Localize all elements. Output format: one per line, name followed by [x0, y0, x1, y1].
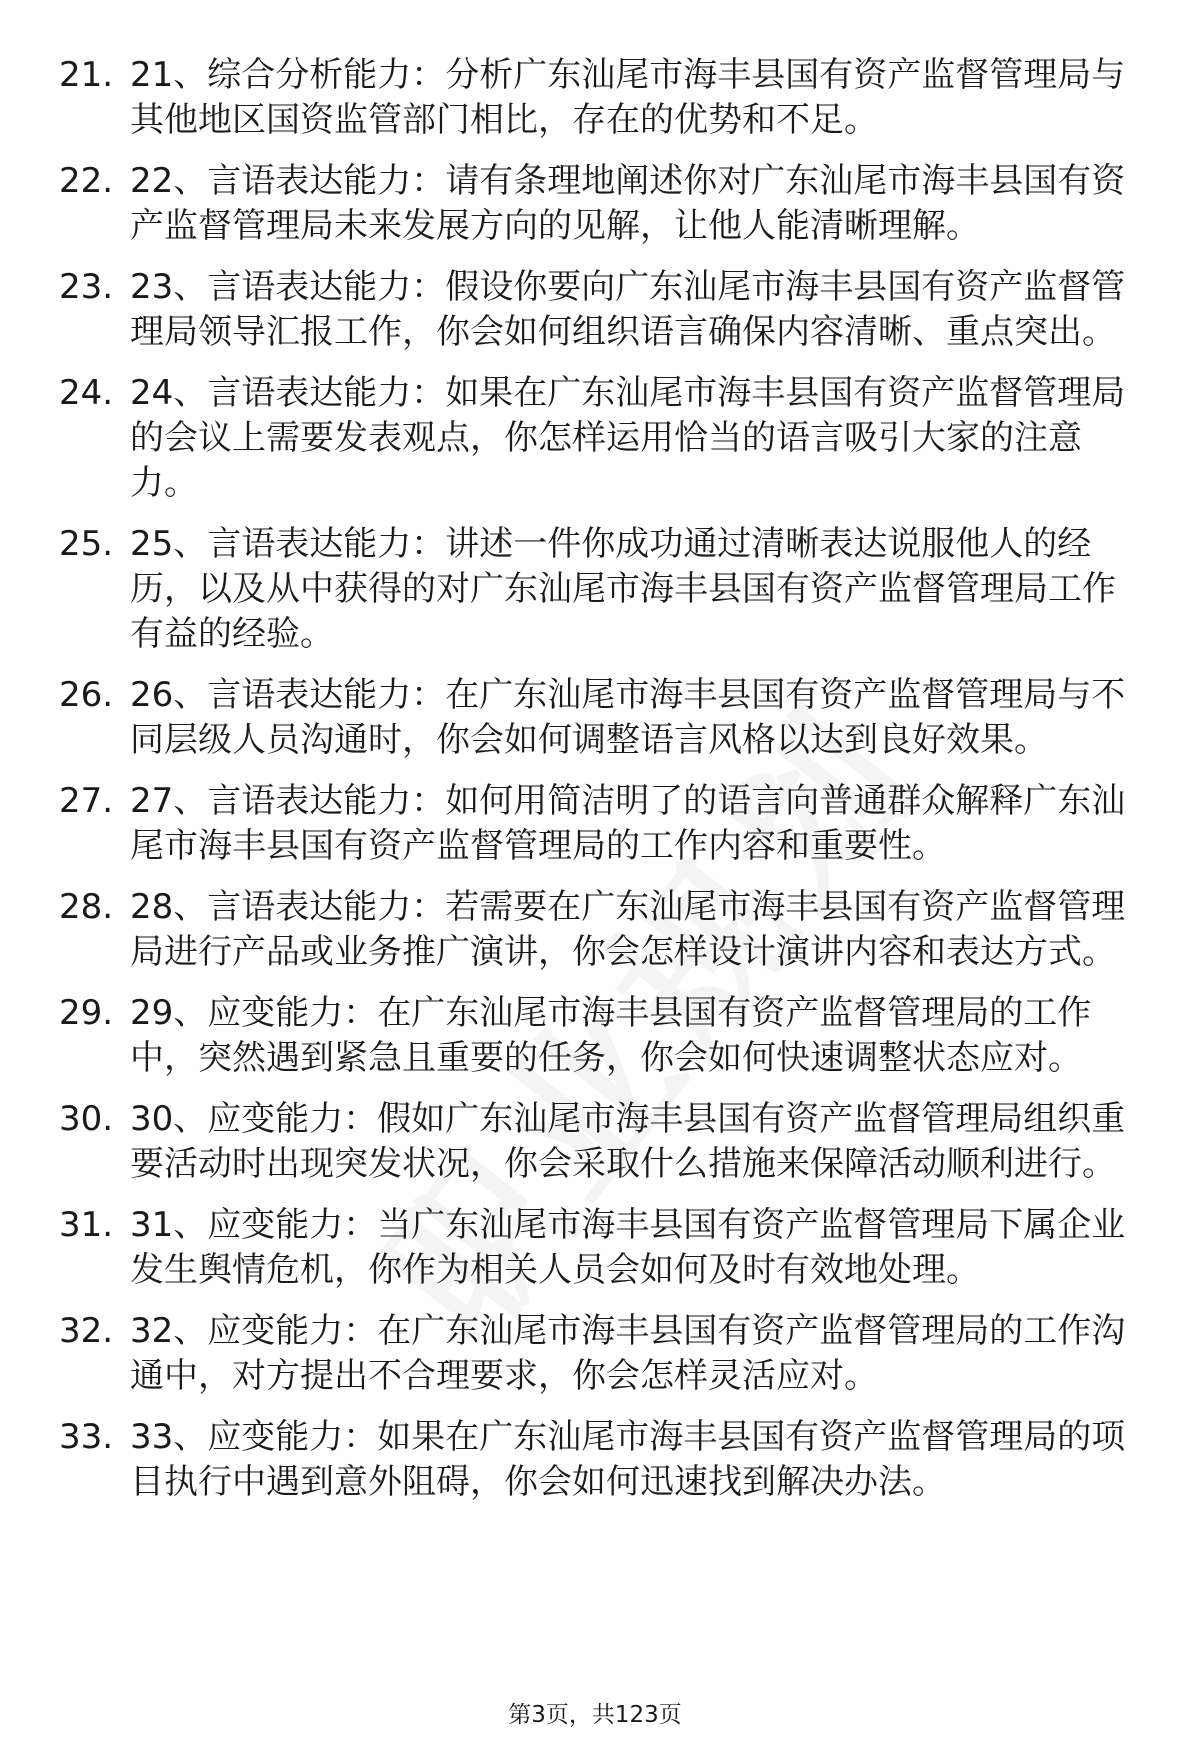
item-text: 28、言语表达能力：若需要在广东汕尾市海丰县国有资产监督管理局进行产品或业务推广演讲，你会怎样设计演讲内容和表达方式。	[130, 887, 1126, 972]
item-text: 29、应变能力：在广东汕尾市海丰县国有资产监督管理局的工作中，突然遇到紧急且重要的任务，你会如何快速调整状态应对。	[130, 993, 1092, 1078]
item-number: 22.	[59, 161, 114, 201]
item-text: 24、言语表达能力：如果在广东汕尾市海丰县国有资产监督管理局的会议上需要发表观点，你怎样运用恰当的语言吸引大家的注意力。	[130, 373, 1126, 503]
list-item	[59, 779, 1149, 869]
item-text: 21、综合分析能力：分析广东汕尾市海丰县国有资产监督管理局与其他地区国资监管部门相比，存在的优势和不足。	[130, 55, 1126, 140]
list-item	[59, 673, 1149, 763]
item-text: 32、应变能力：在广东汕尾市海丰县国有资产监督管理局的工作沟通中，对方提出不合理要求，你会怎样灵活应对。	[130, 1311, 1126, 1396]
list-item	[59, 885, 1149, 975]
item-text: 22、言语表达能力：请有条理地阐述你对广东汕尾市海丰县国有资产监督管理局未来发展方向的见解，让他人能清晰理解。	[130, 161, 1126, 246]
list-item	[59, 53, 1149, 143]
list-item	[59, 522, 1149, 657]
item-number: 25.	[59, 524, 114, 564]
list-item	[59, 371, 1149, 506]
item-number: 30.	[59, 1099, 114, 1139]
list-item	[59, 1309, 1149, 1399]
item-text: 31、应变能力：当广东汕尾市海丰县国有资产监督管理局下属企业发生舆情危机，你作为相关人员会如何及时有效地处理。	[130, 1205, 1126, 1290]
list-item	[59, 1203, 1149, 1293]
item-text: 26、言语表达能力：在广东汕尾市海丰县国有资产监督管理局与不同层级人员沟通时，你会如何调整语言风格以达到良好效果。	[130, 675, 1126, 760]
list-item	[59, 265, 1149, 355]
item-number: 26.	[59, 675, 114, 715]
item-number: 28.	[59, 887, 114, 927]
item-text: 25、言语表达能力：讲述一件你成功通过清晰表达说服他人的经历，以及从中获得的对广东汕尾市海丰县国有资产监督管理局工作有益的经验。	[130, 524, 1116, 654]
item-number: 32.	[59, 1311, 114, 1351]
list-item	[59, 159, 1149, 249]
page-footer	[0, 1696, 1190, 1729]
item-text: 30、应变能力：假如广东汕尾市海丰县国有资产监督管理局组织重要活动时出现突发状况，你会采取什么措施来保障活动顺利进行。	[130, 1099, 1126, 1184]
item-number: 31.	[59, 1205, 114, 1245]
item-number: 29.	[59, 993, 114, 1033]
item-text: 33、应变能力：如果在广东汕尾市海丰县国有资产监督管理局的项目执行中遇到意外阻碍，你会如何迅速找到解决办法。	[130, 1417, 1126, 1502]
question-list	[59, 53, 1149, 1521]
item-number: 21.	[59, 55, 114, 95]
list-item	[59, 1097, 1149, 1187]
item-number: 24.	[59, 373, 114, 413]
item-text: 27、言语表达能力：如何用简洁明了的语言向普通群众解释广东汕尾市海丰县国有资产监督管理局的工作内容和重要性。	[130, 781, 1126, 866]
item-number: 23.	[59, 267, 114, 307]
page-indicator: 第3页，共123页	[508, 1702, 682, 1728]
item-number: 27.	[59, 781, 114, 821]
list-item	[59, 1415, 1149, 1505]
item-text: 23、言语表达能力：假设你要向广东汕尾市海丰县国有资产监督管理局领导汇报工作，你会如何组织语言确保内容清晰、重点突出。	[130, 267, 1126, 352]
item-number: 33.	[59, 1417, 114, 1457]
list-item	[59, 991, 1149, 1081]
